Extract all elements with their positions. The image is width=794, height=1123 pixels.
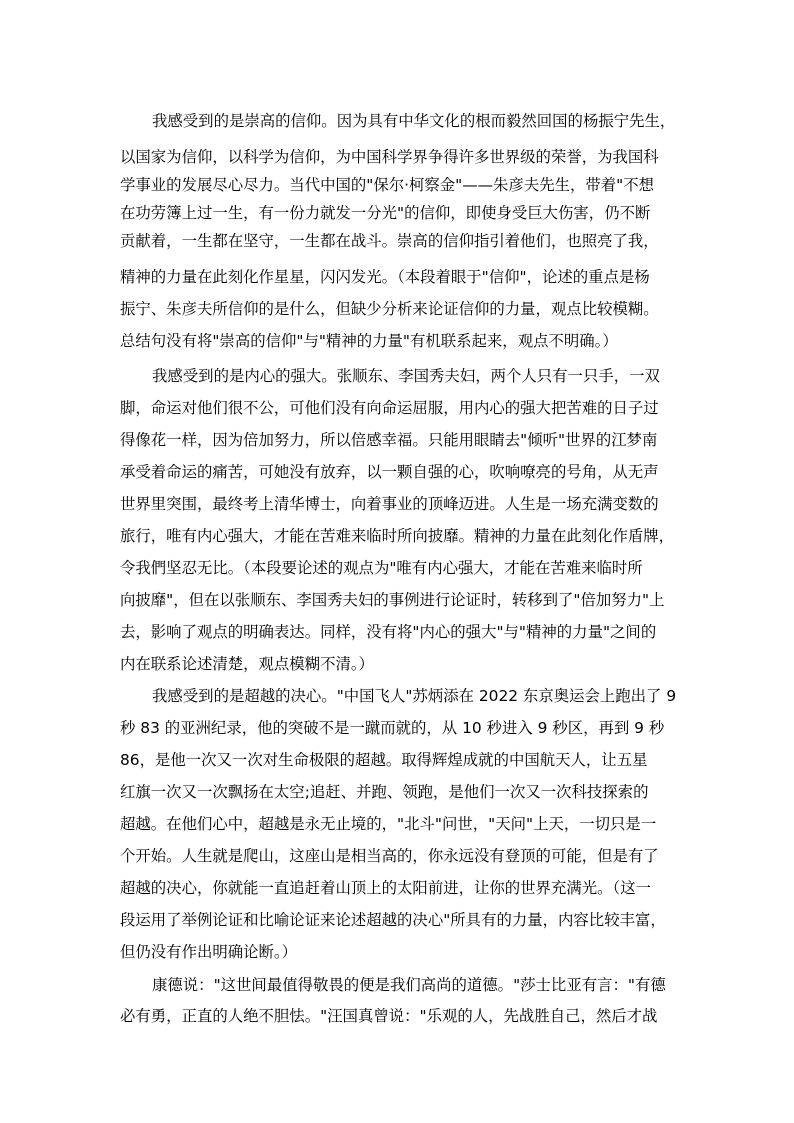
paragraph-2-line-1: 我感受到的是内心的强大。张顺东、李国秀夫妇，两个人只有一只手，一双 [152, 367, 660, 385]
paragraph-1-line-4: 在功劳簿上过一生，有一份力就发一分光"的信仰，即使身受巨大伤害，仍不断 [120, 204, 651, 222]
paragraph-3-line-8: 段运用了举例论证和比喻论证来论述超越的决心"所具有的力量，内容比较丰富， [120, 911, 666, 929]
paragraph-1-line-7: 振宁、朱彦夫所信仰的是什么，但缺少分析来论证信仰的力量，观点比较模糊。 [120, 300, 659, 318]
paragraph-2-line-3: 得像花一样，因为倍加努力，所以倍感幸福。只能用眼睛去"倾听"世界的江梦南 [120, 431, 658, 449]
paragraph-3-line-5: 超越。在他们心中，超越是永无止境的，"北斗"问世，"天问"上天，一切只是一 [120, 815, 657, 833]
paragraph-2-line-6: 旅行，唯有内心强大，才能在苦难来临时所向披靡。精神的力量在此刻化作盾牌， [120, 527, 675, 545]
paragraph-1-line-5: 贡献着，一生都在坚守，一生都在战斗。崇高的信仰指引着他们，也照亮了我， [120, 232, 659, 250]
paragraph-2-line-5: 世界里突围，最终考上清华博士，向着事业的顶峰迈进。人生是一场充满变数的 [120, 495, 659, 513]
paragraph-4-line-2: 必有勇，正直的人绝不胆怯。"汪国真曾说："乐观的人，先战胜自己，然后才战 [120, 1007, 658, 1025]
paragraph-3-line-2: 秒 83 的亚洲纪录，他的突破不是一蹴而就的，从 10 秒进入 9 秒区，再到 9 秒 [120, 719, 665, 737]
paragraph-1-line-3: 学事业的发展尽心尽力。当代中国的"保尔·柯察金"——朱彦夫先生，带着"不想 [120, 176, 655, 194]
paragraph-3-line-7: 超越的决心，你就能一直追赶着山顶上的太阳前进，让你的世界充满光。（这一 [120, 879, 651, 897]
paragraph-2-line-2: 脚，命运对他们很不公，可他们没有向命运屈服，用内心的强大把苦难的日子过 [120, 399, 659, 417]
paragraph-3-line-6: 个开始。人生就是爬山，这座山是相当高的，你永远没有登顶的可能，但是有了 [120, 847, 659, 865]
paragraph-2-line-4: 承受着命运的痛苦，可她没有放弃，以一颗自强的心，吹响嘹亮的号角，从无声 [120, 463, 659, 481]
paragraph-2-line-9: 去，影响了观点的明确表达。同样，没有将"内心的强大"与"精神的力量"之间的 [120, 623, 657, 641]
paragraph-4-line-1: 康德说："这世间最值得敬畏的便是我们高尚的道德。"莎士比亚有言："有德 [152, 976, 666, 994]
paragraph-3-line-3: 86，是他一次又一次对生命极限的超越。取得辉煌成就的中国航天人，让五星 [120, 751, 648, 769]
paragraph-2-line-7: 令我們坚忍无比。（本段要论述的观点为"唯有内心强大，才能在苦难来临时所 [120, 559, 643, 577]
paragraph-3-line-9: 但仍没有作出明确论断。） [120, 943, 297, 961]
paragraph-1-line-8: 总结句没有将"崇高的信仰"与"精神的力量"有机联系起来，观点不明确。） [120, 332, 618, 350]
paragraph-1-line-6: 精神的力量在此刻化作星星，闪闪发光。（本段着眼于"信仰"，论述的重点是杨 [120, 268, 650, 286]
paragraph-3-line-4: 红旗一次又一次飘扬在太空;追赶、并跑、领跑，是他们一次又一次科技探索的 [120, 783, 649, 801]
paragraph-1-line-2: 以国家为信仰，以科学为信仰，为中国科学界争得许多世界级的荣誉，为我国科 [120, 148, 659, 166]
paragraph-1-line-1: 我感受到的是崇高的信仰。因为具有中华文化的根而毅然回国的杨振宁先生， [152, 112, 676, 130]
paragraph-2-line-8: 向披靡"，但在以张顺东、李国秀夫妇的事例进行论证时，转移到了"倍加努力"上 [120, 591, 665, 609]
paragraph-3-line-1: 我感受到的是超越的决心。"中国飞人"苏炳添在 2022 东京奥运会上跑出了 9 [152, 687, 677, 705]
paragraph-2-line-10: 内在联系论述清楚，观点模糊不清。） [120, 655, 374, 673]
